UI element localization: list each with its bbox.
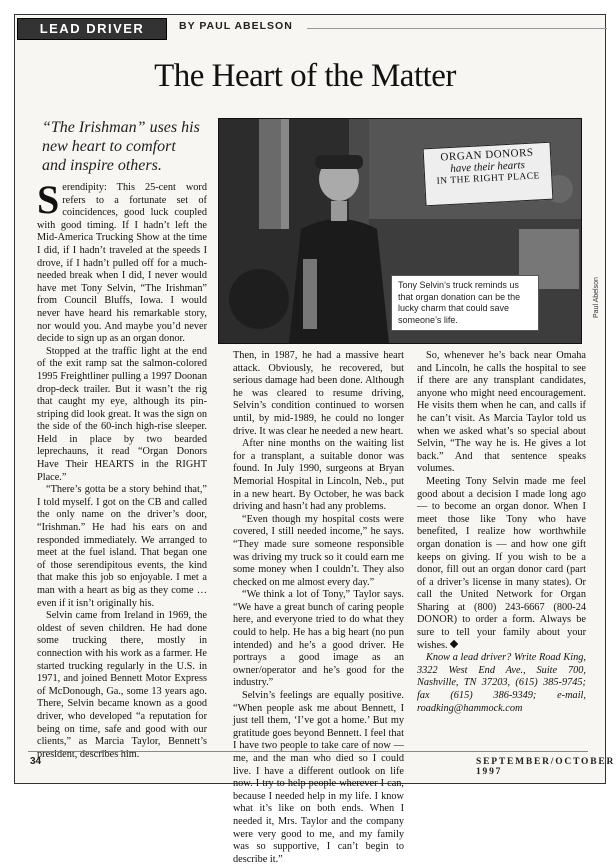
sign-line-2: have their hearts	[450, 159, 526, 175]
organ-donor-sign	[423, 142, 554, 207]
end-mark-icon	[449, 639, 457, 647]
body-paragraph: “There’s gotta be a story behind that,” I told myself. I got on the CB and called the only name on the driver’s door, “Irishman.” He had his ears on and responded immediately. We arranged to meet at the fuel island. That began one of those serendipitous events, the kind that make this job so enjoyable. I met a man with a heart as big as they come … even if it isn’t originally his.	[37, 484, 207, 609]
photo-credit: Paul Abelson	[593, 277, 600, 318]
body-column-3	[417, 350, 586, 742]
sign-line-3: IN THE RIGHT PLACE	[436, 171, 541, 187]
deck: “The Irishman” uses his new heart to comfort and inspire others.	[42, 119, 200, 174]
column-banner	[17, 18, 597, 42]
body-paragraph: Then, in 1987, he had a massive heart attack. Obviously, he recovered, but serious damage had been done. Although he was cleared to resume driving, Selvin’s condition continued to worsen until, by mid-1989, he could no longer drive. It was clear he needed a new heart.	[233, 350, 404, 437]
body-paragraph: “We think a lot of Tony,” Taylor says. “We have a great bunch of caring people here, and everyone tried to do what they could to help. He has a big heart (no pun intended) and he’s a good driver. He portrays a good image as an owner/operator and he’s good for the industry.”	[233, 589, 404, 689]
body-paragraph: “Even though my hospital costs were covered, I still needed income,” he says. “They made sure someone responsible was driving my truck so it could earn me some money when I couldn’t. They also checked on me almost every day.”	[233, 513, 404, 588]
section-label: LEAD DRIVER	[17, 18, 167, 40]
page-number: 34	[30, 756, 42, 767]
signoff: Know a lead driver? Write Road King, 3322 West End Ave., Suite 700, Nashville, TN 37203, (615) 385-9745; fax (615) 386-9349; e-mail, roadking@hammock.com	[417, 652, 586, 714]
body-column-2	[233, 350, 404, 865]
body-paragraph: After nine months on the waiting list for a transplant, a suitable donor was found. In July 1990, surgeons at Bryan Memorial Hospital in Lincoln, Neb., put in a new heart. By October, he was back driving and hasn’t had any problems.	[233, 438, 404, 513]
headline: The Heart of the Matter	[154, 58, 456, 94]
body-paragraph: Selvin came from Ireland in 1969, the oldest of seven children. He had done some trucking there, mostly in connection with his work as a farmer. He started trucking regularly in the U.S. in 1971, and joined Bennett Motor Express of McDonough, Ga., some 13 years ago. There, Selvin became known as a good driver, who developed “a reputation for being on time, safe and good with our clients,” as Marcia Taylor, Bennett’s president, describes him.	[37, 610, 207, 760]
body-paragraph: Serendipity: This 25-cent word refers to a fortunate set of coincidences, good luck coupled with good timing. If I hadn’t left the Mid-America Trucking Show at the time I did, if I hadn’t traveled at the speeds I drove, if I hadn’t pulled off for a much-needed break when I did, I never would have met Tony Selvin, “The Irishman” from Council Bluffs, Iowa. I would never have heard his remarkable story, nor would you. And maybe you’d never decide to sign up as an organ donor.	[37, 177, 207, 345]
body-column-1	[37, 177, 207, 760]
sign-line-1: ORGAN DONORS	[440, 146, 534, 164]
body-paragraph: So, whenever he’s back near Omaha and Lincoln, he calls the hospital to see if there are any transplant candidates, anyone who might need encouragement. He visits them when he can, and calls if he can’t visit. As Marcia Taylor told us when we asked what’s so special about Selvin, “The way he is. He gives a lot back.” And that sentence speaks volumes.	[417, 350, 586, 475]
body-paragraph: Stopped at the traffic light at the end of the exit ramp sat the salmon-colored 1995 Freightliner pulling a 1997 Doonan drop-deck trailer. But it wasn’t the rig that caught my eye, although its pin-striping did look great. It was the sign on the side of the 60-inch high-rise sleeper. Held in place by two bearded leprechauns, it read “Organ Donors Have Their HEARTS in the RIGHT Place.”	[37, 345, 207, 483]
issue-date: SEPTEMBER/OCTOBER 1997	[476, 757, 616, 777]
footer-rule	[28, 751, 588, 752]
photo-caption: Tony Selvin’s truck reminds us that organ donation can be the lucky charm that could save someone’s life.	[391, 275, 539, 331]
truck-photo	[218, 118, 582, 344]
body-paragraph: Selvin’s feelings are equally positive. “When people ask me about Bennett, I just tell them, ‘I’ve got a home.’ But my gratitude goes beyond Bennett. I feel that I have two people to take care of now — me, and the man who died so I could live. I have a different outlook on life now. I try to help people wherever I can, because I needed help in my life. I know what it’s like on both ends. When I needed it, Mrs. Taylor and the company were very good to me, and my family was so supportive, I can’t begin to describe it.”	[233, 690, 404, 865]
banner-rule	[307, 28, 607, 29]
byline: BY PAUL ABELSON	[179, 20, 293, 32]
drop-cap: S	[37, 177, 60, 222]
body-paragraph: Meeting Tony Selvin made me feel good about a decision I made long ago — to become an organ donor. When I meet those like Tony who have benefited, I realize how worthwhile organ donation is — and how one gift keeps on giving. If you wish to be a donor, fill out an organ donor card (part of a driver’s license in many states). Or call the United Network for Organ Sharing at (800) 243-6667 (800-24 DONOR) to order a form. Always be sure to tell your family about your wishes.	[417, 475, 586, 651]
